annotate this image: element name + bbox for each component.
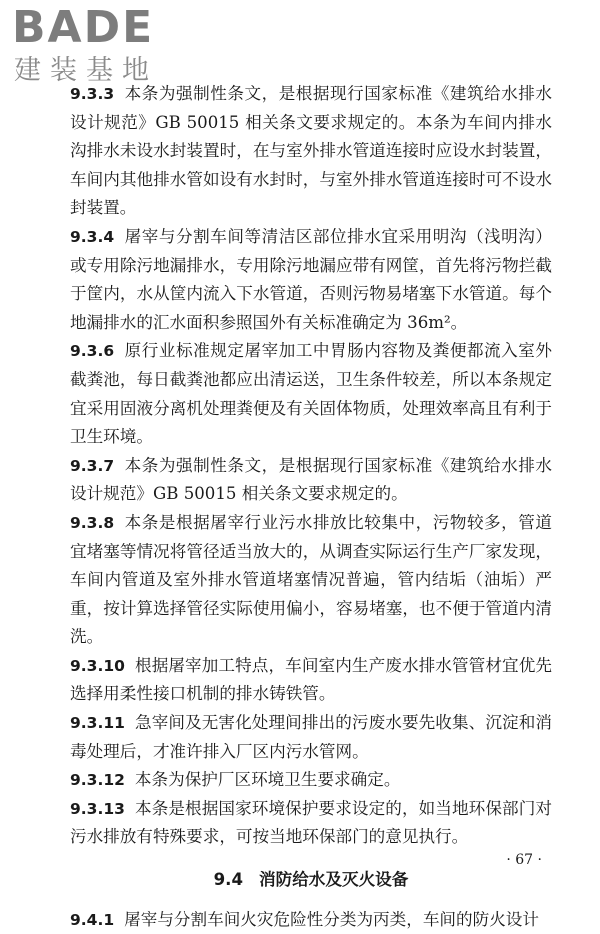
- clause-text: 本条为强制性条文，是根据现行国家标准《建筑给水排水设计规范》GB 50015 相关条文要求规定的。本条为车间内排水沟排水未设水封装置时，在与室外排水管道连接时应设水封装置，车间内其他排水管如设有水封时，与室外排水管道连接时可不设水封装置。: [70, 84, 552, 218]
- clause-number: 9.3.7: [70, 456, 115, 475]
- document-body: [70, 80, 552, 934]
- clause-9-3-10: [70, 652, 552, 709]
- clause-9-3-12: [70, 766, 552, 795]
- clause-text: 屠宰与分割车间等清洁区部位排水宜采用明沟（浅明沟）或专用除污地漏排水，专用除污地漏应带有网筐，首先将污物拦截于筐内，水从筐内流入下水管道，否则污物易堵塞下水管道。每个地漏排水的汇水面积参照国外有关标准确定为 36m²。: [70, 226, 552, 332]
- clause-number: 9.3.13: [70, 799, 125, 818]
- clause-text: 屠宰与分割车间火灾危险性分类为丙类，车间的防火设计: [124, 909, 539, 929]
- clause-text: 本条为保护厂区环境卫生要求确定。: [134, 770, 401, 790]
- section-number: 9.4: [213, 870, 244, 890]
- clause-number: 9.3.4: [70, 227, 115, 246]
- watermark-logo: [12, 4, 182, 96]
- section-heading: [70, 866, 552, 895]
- clause-9-3-8: [70, 509, 552, 652]
- clause-9-3-11: [70, 709, 552, 766]
- clause-9-3-7: [70, 452, 552, 509]
- clause-number: 9.3.8: [70, 513, 115, 532]
- clause-9-3-6: [70, 337, 552, 451]
- clause-text: 本条是根据屠宰行业污水排放比较集中，污物较多，管道宜堵塞等情况将管径适当放大的，从调查实际运行生产厂家发现，车间内管道及室外排水管道堵塞情况普遍，管内结垢（油垢）严重，按计算选择管径实际使用偏小，容易堵塞，也不便于管道内清洗。: [70, 512, 552, 647]
- clause-text: 急宰间及无害化处理间排出的污废水要先收集、沉淀和消毒处理后，才准许排入厂区内污水管网。: [70, 713, 552, 761]
- logo-chinese-text: 建装基地: [14, 55, 158, 86]
- clause-text: 原行业标准规定屠宰加工中胃肠内容物及粪便都流入室外截粪池，每日截粪池都应出清运送，卫生条件较差，所以本条规定宜采用固液分离机处理粪便及有关固体物质，处理效率高且有利于卫生环境。: [70, 341, 552, 447]
- clause-number: 9.3.3: [70, 85, 115, 103]
- clause-number: 9.3.10: [70, 656, 125, 675]
- page-number: · 67 ·: [506, 852, 542, 868]
- clause-text: 根据屠宰加工特点，车间室内生产废水排水管管材宜优先选择用柔性接口机制的排水铸铁管。: [70, 655, 552, 704]
- clause-9-3-13: [70, 795, 552, 852]
- clause-9-3-3: [70, 80, 552, 223]
- logo-latin-text: BADE: [12, 2, 155, 53]
- clause-number: 9.3.12: [70, 771, 125, 790]
- clause-text: 本条为强制性条文，是根据现行国家标准《建筑给水排水设计规范》GB 50015 相关条文要求规定的。: [70, 455, 552, 504]
- clause-9-3-4: [70, 223, 552, 337]
- clause-number: 9.3.6: [70, 342, 115, 361]
- clause-number: 9.3.11: [70, 714, 125, 733]
- clause-number: 9.4.1: [70, 910, 115, 929]
- section-title-text: 消防给水及灭火设备: [259, 870, 409, 890]
- clause-9-4-1: [70, 906, 552, 934]
- clause-text: 本条是根据国家环境保护要求设定的，如当地环保部门对污水排放有特殊要求，可按当地环保部门的意见执行。: [70, 798, 552, 847]
